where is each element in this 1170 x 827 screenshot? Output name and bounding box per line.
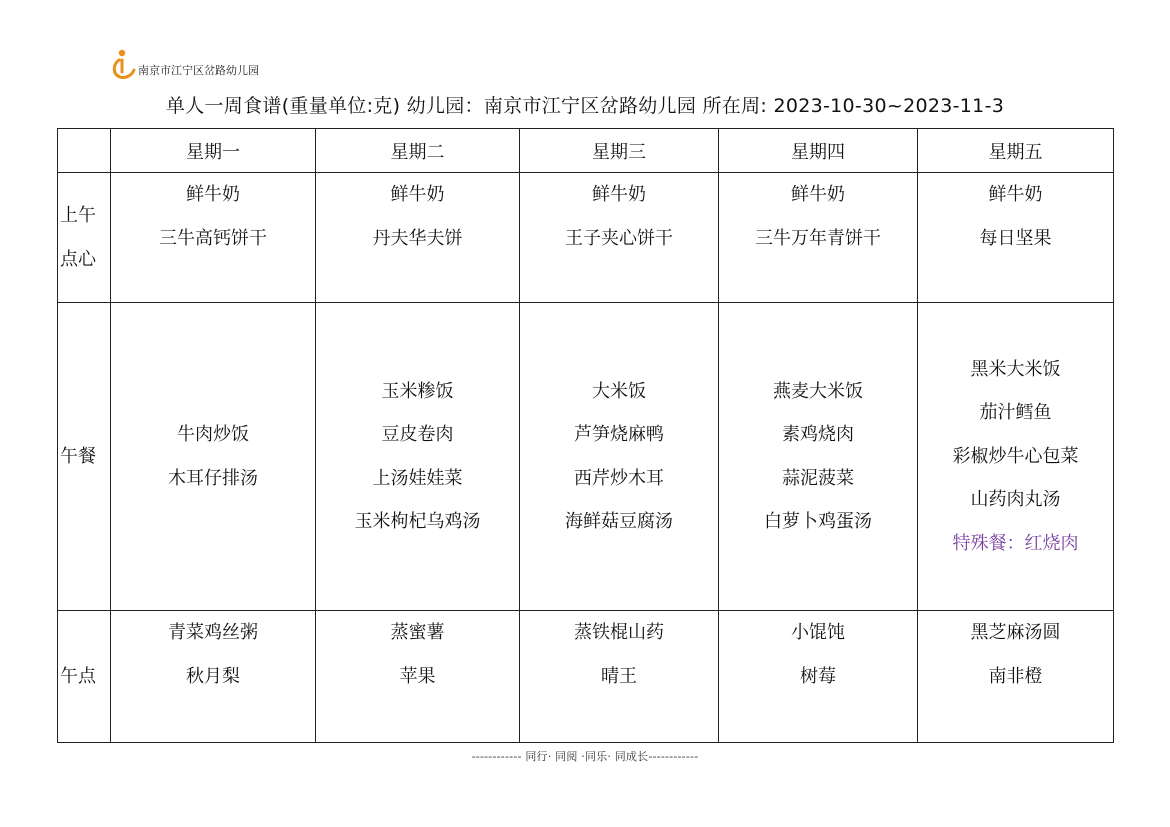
day-header: 星期五 [918, 129, 1114, 173]
meal-label [58, 303, 111, 611]
menu-cell [111, 611, 316, 743]
meal-row [58, 303, 1114, 611]
meal-label-line: 午餐 [60, 445, 96, 467]
menu-cell [520, 303, 719, 611]
menu-cell [520, 173, 719, 303]
menu-item: 豆皮卷肉 [381, 424, 454, 445]
menu-item: 南非橙 [988, 665, 1043, 687]
menu-item: 芦笋烧麻鸭 [574, 424, 664, 445]
menu-cell [111, 173, 316, 303]
menu-cell [316, 303, 520, 611]
menu-cell [316, 173, 520, 303]
menu-item: 特殊餐：红烧肉 [952, 532, 1079, 554]
menu-item: 白萝卜鸡蛋汤 [764, 511, 872, 532]
menu-item: 鲜牛奶 [186, 184, 240, 205]
menu-item: 玉米糁饭 [381, 380, 454, 402]
menu-item: 树莓 [800, 665, 836, 687]
menu-item: 丹夫华夫饼 [372, 228, 463, 249]
menu-item: 燕麦大米饭 [773, 380, 863, 402]
menu-cell [719, 303, 918, 611]
menu-item: 木耳仔排汤 [168, 467, 258, 489]
logo-school-name: 南京市江宁区岔路幼儿园 [138, 64, 259, 77]
menu-item: 鲜牛奶 [390, 184, 445, 205]
menu-item: 鲜牛奶 [791, 184, 845, 205]
meal-label [58, 173, 111, 303]
page-title: 单人一周食谱(重量单位:克) 幼儿园：南京市江宁区岔路幼儿园 所在周: 2023-10-30~2023-11-3 [165, 95, 1005, 117]
table-header-row [58, 129, 1114, 173]
menu-item: 海鲜菇豆腐汤 [565, 511, 673, 532]
menu-item: 蒜泥菠菜 [782, 467, 854, 489]
menu-item: 黑芝麻汤圆 [970, 622, 1061, 643]
logo-icon [110, 46, 140, 80]
corner-cell [58, 129, 111, 173]
menu-item: 西芹炒木耳 [574, 467, 664, 489]
menu-item: 蒸蜜薯 [390, 622, 445, 643]
footer-slogan: ------------ 同行· 同阅 ·同乐· 同成长------------ [471, 750, 699, 763]
meal-label [58, 611, 111, 743]
menu-cell [719, 611, 918, 743]
menu-item: 彩椒炒牛心包菜 [952, 445, 1079, 467]
meal-label-line: 午点 [60, 665, 96, 687]
menu-item: 小馄饨 [791, 622, 845, 643]
menu-item: 三牛万年青饼干 [755, 228, 881, 249]
weekly-menu-table [57, 128, 1114, 743]
day-header: 星期三 [520, 129, 719, 173]
day-header: 星期二 [316, 129, 520, 173]
menu-item: 苹果 [399, 665, 436, 687]
menu-cell [918, 303, 1114, 611]
menu-item: 每日坚果 [979, 228, 1052, 249]
menu-item: 黑米大米饭 [970, 358, 1061, 380]
menu-item: 晴王 [601, 665, 637, 687]
menu-item: 鲜牛奶 [592, 184, 646, 205]
menu-item: 蒸铁棍山药 [574, 622, 664, 643]
menu-item: 玉米枸杞乌鸡汤 [354, 511, 481, 532]
meal-row [58, 611, 1114, 743]
day-header: 星期一 [111, 129, 316, 173]
menu-item: 上汤娃娃菜 [372, 467, 463, 489]
menu-item: 王子夹心饼干 [565, 228, 673, 249]
menu-item: 山药肉丸汤 [970, 489, 1061, 511]
menu-item: 秋月梨 [186, 665, 240, 687]
menu-item: 牛肉炒饭 [177, 424, 249, 445]
menu-cell [316, 611, 520, 743]
day-header: 星期四 [719, 129, 918, 173]
menu-cell [719, 173, 918, 303]
meal-label-line: 点心 [60, 248, 96, 270]
menu-cell [520, 611, 719, 743]
menu-item: 三牛高钙饼干 [159, 228, 267, 249]
menu-cell [111, 303, 316, 611]
meal-label-line: 上午 [60, 204, 96, 226]
menu-cell [918, 173, 1114, 303]
menu-item: 鲜牛奶 [988, 184, 1043, 205]
menu-cell [918, 611, 1114, 743]
menu-item: 青菜鸡丝粥 [168, 622, 258, 643]
menu-item: 大米饭 [592, 380, 646, 402]
menu-item: 素鸡烧肉 [782, 424, 854, 445]
menu-item: 茄汁鳕鱼 [979, 402, 1052, 424]
school-logo [110, 44, 259, 80]
meal-row [58, 173, 1114, 303]
